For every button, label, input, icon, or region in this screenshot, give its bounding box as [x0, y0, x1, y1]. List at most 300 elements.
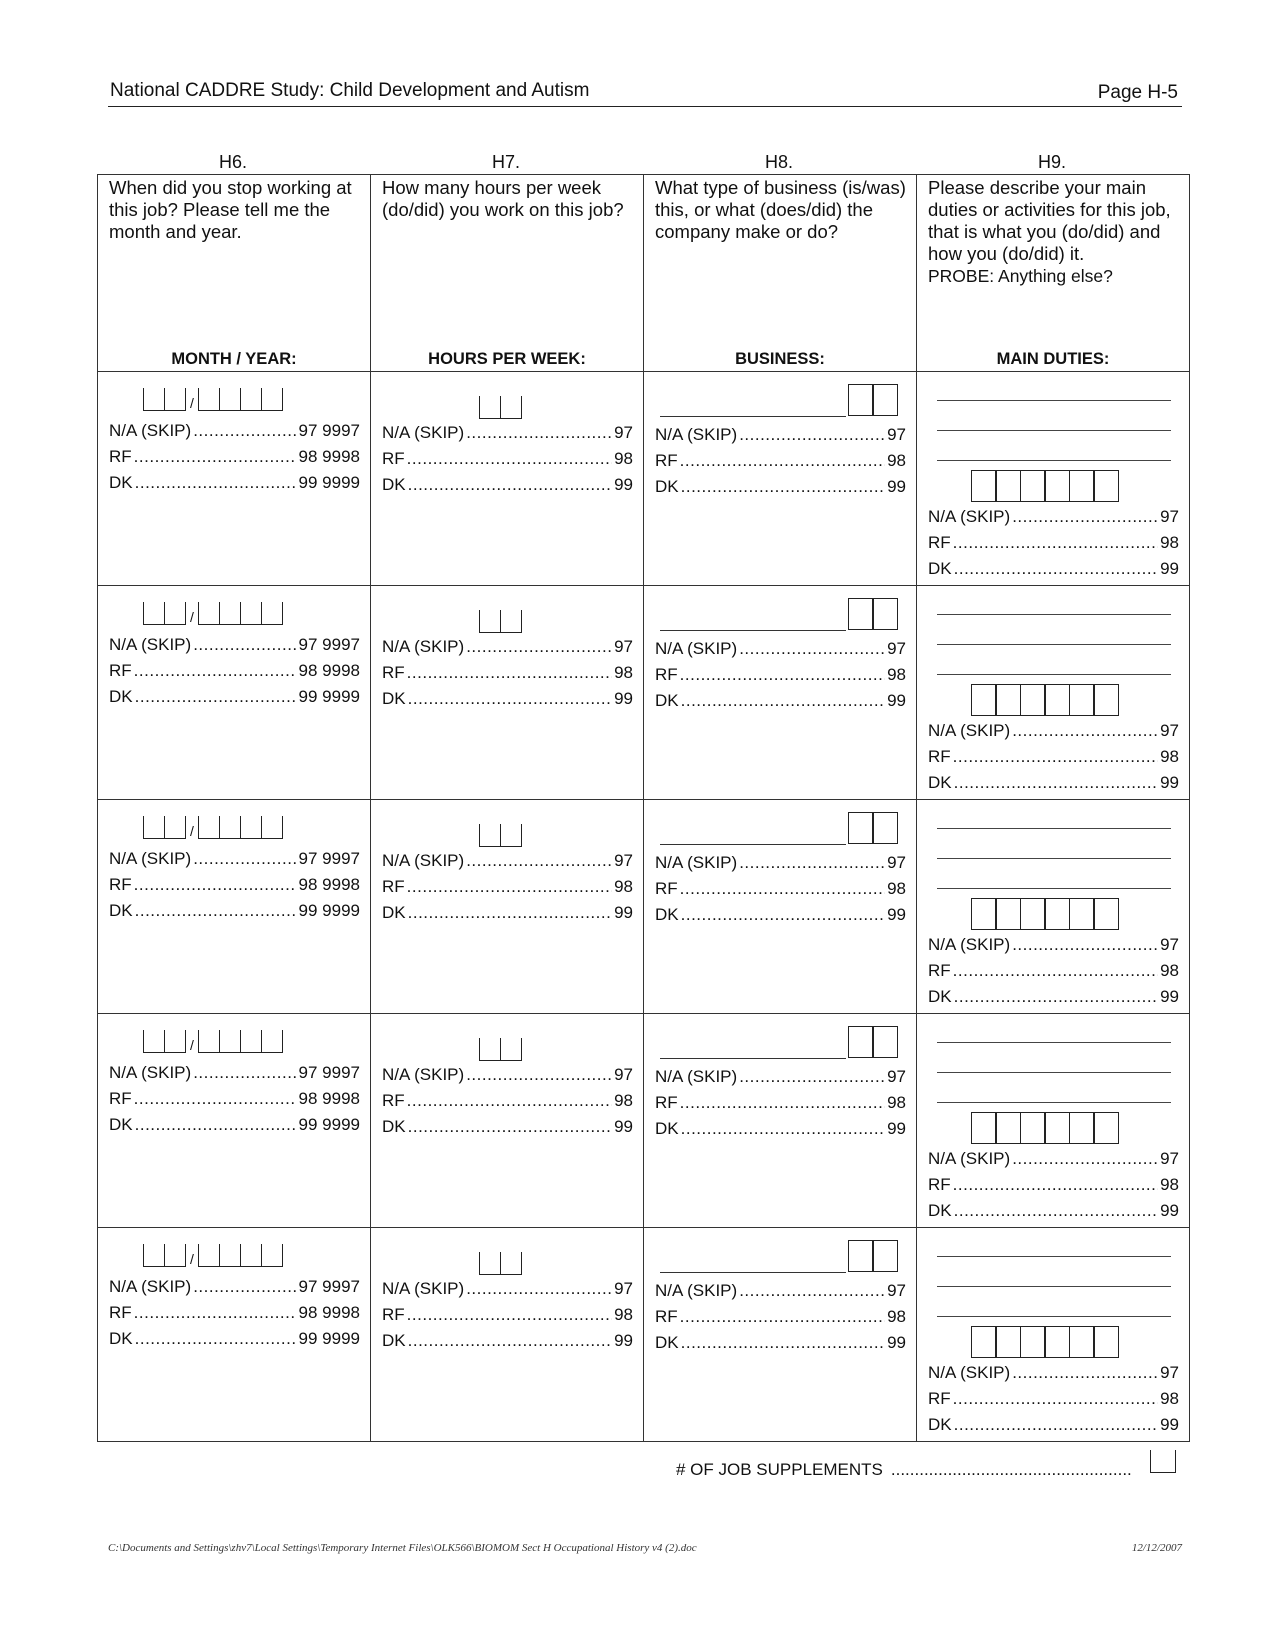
code-row[interactable] [928, 718, 1179, 744]
code-box[interactable] [1044, 1326, 1070, 1358]
code-row[interactable] [655, 422, 906, 448]
code-value: 97 [614, 1279, 633, 1298]
response-codes [382, 1062, 633, 1140]
code-box[interactable] [872, 1026, 898, 1058]
code-row[interactable] [382, 1302, 633, 1328]
dot-leader [739, 636, 885, 662]
month-year-entry [143, 602, 283, 625]
code-label: DK [109, 687, 133, 706]
code-value: 99 9999 [298, 1329, 360, 1348]
date-separator: / [190, 823, 194, 839]
code-row[interactable] [655, 448, 906, 474]
code-box[interactable] [995, 470, 1021, 502]
code-value: 97 [614, 1065, 633, 1084]
duties-write-in-line[interactable] [937, 1042, 1171, 1043]
duties-code-boxes[interactable] [972, 470, 1119, 502]
code-label: N/A (SKIP) [928, 507, 1011, 526]
code-label: N/A (SKIP) [928, 1149, 1011, 1168]
month-entry-box[interactable] [143, 1030, 186, 1053]
duties-code-boxes[interactable] [972, 684, 1119, 716]
code-box[interactable] [1093, 898, 1119, 930]
code-row[interactable] [109, 1326, 360, 1352]
code-row[interactable] [928, 1412, 1179, 1438]
code-label: RF [928, 747, 951, 766]
code-box[interactable] [848, 1240, 874, 1272]
code-label: DK [382, 1117, 406, 1136]
business-write-in-line[interactable] [660, 816, 846, 845]
dot-leader [954, 984, 1158, 1010]
code-row[interactable] [109, 1060, 360, 1086]
code-row[interactable] [655, 1278, 906, 1304]
code-row[interactable] [928, 744, 1179, 770]
column-label-business: BUSINESS: [735, 350, 825, 368]
code-row[interactable] [655, 688, 906, 714]
month-year-entry [143, 816, 283, 839]
dot-leader [1012, 932, 1158, 958]
digit-slot[interactable] [261, 602, 283, 625]
dot-leader [135, 470, 297, 496]
dot-leader [193, 418, 296, 444]
response-codes [928, 1146, 1179, 1224]
code-box[interactable] [1020, 684, 1046, 716]
hours-entry-box[interactable] [479, 1252, 522, 1275]
document-title: National CADDRE Study: Child Development and Autism [110, 80, 590, 101]
code-label: RF [109, 1089, 132, 1108]
code-row[interactable] [928, 1172, 1179, 1198]
code-row[interactable] [109, 658, 360, 684]
code-box[interactable] [848, 598, 874, 630]
code-value: 99 9999 [298, 473, 360, 492]
code-row[interactable] [382, 1114, 633, 1140]
code-label: N/A (SKIP) [382, 423, 465, 442]
code-box[interactable] [1020, 898, 1046, 930]
question-h8 [644, 175, 917, 372]
code-box[interactable] [995, 898, 1021, 930]
digit-slot[interactable] [198, 816, 219, 839]
code-row[interactable] [655, 902, 906, 928]
business-code-boxes[interactable] [849, 598, 898, 630]
dot-leader [680, 1090, 885, 1116]
code-row[interactable] [109, 1086, 360, 1112]
digit-slot[interactable] [143, 388, 164, 411]
code-row[interactable] [382, 634, 633, 660]
code-row[interactable] [382, 472, 633, 498]
code-box[interactable] [1069, 470, 1095, 502]
code-label: DK [655, 691, 679, 710]
job-row [98, 1228, 1190, 1442]
code-row[interactable] [928, 770, 1179, 796]
digit-slot[interactable] [500, 1252, 522, 1275]
digit-slot[interactable] [143, 1244, 164, 1267]
code-row[interactable] [382, 874, 633, 900]
code-value: 99 [614, 475, 633, 494]
code-row[interactable] [928, 1146, 1179, 1172]
year-entry-box[interactable] [198, 816, 283, 839]
dot-leader [1012, 718, 1158, 744]
month-entry-box[interactable] [143, 1244, 186, 1267]
year-entry-box[interactable] [198, 388, 283, 411]
digit-slot[interactable] [198, 1244, 219, 1267]
hours-entry-box[interactable] [479, 610, 522, 633]
digit-slot[interactable] [479, 1038, 500, 1061]
digit-slot[interactable] [261, 816, 283, 839]
dot-leader [680, 662, 885, 688]
digit-slot[interactable] [240, 816, 261, 839]
dot-leader [408, 1114, 612, 1140]
hours-entry [479, 1252, 522, 1275]
dot-leader [407, 874, 612, 900]
duties-write-in-line[interactable] [937, 1256, 1171, 1257]
code-value: 97 9997 [298, 635, 360, 654]
code-box[interactable] [1020, 1112, 1046, 1144]
duties-write-in-line[interactable] [937, 400, 1171, 401]
month-entry-box[interactable] [143, 602, 186, 625]
code-label: RF [109, 661, 132, 680]
code-row[interactable] [109, 418, 360, 444]
date-separator: / [190, 1037, 194, 1053]
cell-hours-per-week [371, 586, 644, 800]
code-row[interactable] [928, 1360, 1179, 1386]
code-box[interactable] [971, 470, 997, 502]
dot-leader [135, 684, 297, 710]
code-label: DK [655, 1119, 679, 1138]
code-label: N/A (SKIP) [928, 721, 1011, 740]
response-codes [109, 632, 360, 710]
dot-leader [134, 1300, 297, 1326]
code-row[interactable] [928, 530, 1179, 556]
duties-write-in-line[interactable] [937, 614, 1171, 615]
response-codes [928, 1360, 1179, 1438]
job-supplements-entry-box[interactable] [1150, 1450, 1176, 1473]
code-value: 97 [887, 1281, 906, 1300]
business-code-boxes[interactable] [849, 812, 898, 844]
digit-slot[interactable] [198, 602, 219, 625]
cell-hours-per-week [371, 372, 644, 586]
code-box[interactable] [872, 598, 898, 630]
code-row[interactable] [655, 1090, 906, 1116]
digit-slot[interactable] [500, 610, 522, 633]
digit-slot[interactable] [261, 388, 283, 411]
dot-leader [466, 634, 612, 660]
digit-slot[interactable] [164, 602, 186, 625]
duties-code-boxes[interactable] [972, 898, 1119, 930]
code-value: 97 [887, 639, 906, 658]
hours-entry-box[interactable] [479, 824, 522, 847]
digit-slot[interactable] [219, 388, 240, 411]
digit-slot[interactable] [143, 1030, 164, 1053]
code-value: 98 9998 [298, 875, 360, 894]
code-box[interactable] [971, 1112, 997, 1144]
digit-slot[interactable] [164, 816, 186, 839]
code-row[interactable] [109, 1274, 360, 1300]
code-row[interactable] [928, 984, 1179, 1010]
duties-write-in-line[interactable] [937, 1072, 1171, 1073]
dot-leader [408, 686, 612, 712]
code-row[interactable] [382, 1062, 633, 1088]
digit-slot[interactable] [500, 1038, 522, 1061]
year-entry-box[interactable] [198, 1030, 283, 1053]
dot-leader [466, 1276, 612, 1302]
month-year-entry [143, 1244, 283, 1267]
code-label: N/A (SKIP) [109, 849, 192, 868]
business-write-in-line[interactable] [660, 602, 846, 631]
dot-leader [134, 872, 297, 898]
code-value: 97 [1160, 935, 1179, 954]
month-entry-box[interactable] [143, 388, 186, 411]
dot-leader [1012, 1360, 1158, 1386]
code-box[interactable] [1020, 1326, 1046, 1358]
business-code-boxes[interactable] [849, 384, 898, 416]
code-row[interactable] [655, 876, 906, 902]
code-box[interactable] [872, 1240, 898, 1272]
duties-write-in-line[interactable] [937, 460, 1171, 461]
code-box[interactable] [1093, 1112, 1119, 1144]
code-label: RF [382, 663, 405, 682]
digit-slot[interactable] [219, 1244, 240, 1267]
duties-write-in-line[interactable] [937, 674, 1171, 675]
code-label: DK [109, 473, 133, 492]
digit-slot[interactable] [198, 388, 219, 411]
job-supplements-line [676, 1460, 1131, 1480]
code-box[interactable] [848, 384, 874, 416]
dot-leader [680, 1304, 885, 1330]
date-separator: / [190, 609, 194, 625]
code-label: DK [382, 689, 406, 708]
code-value: 99 [614, 1117, 633, 1136]
hours-entry-box[interactable] [479, 396, 522, 419]
duties-write-in-line[interactable] [937, 858, 1171, 859]
business-write-in-line[interactable] [660, 1030, 846, 1059]
response-codes [655, 636, 906, 714]
code-label: DK [928, 987, 952, 1006]
response-codes [655, 1064, 906, 1142]
code-row[interactable] [655, 1304, 906, 1330]
digit-slot[interactable] [219, 816, 240, 839]
digit-slot[interactable] [219, 1030, 240, 1053]
year-entry-box[interactable] [198, 602, 283, 625]
code-row[interactable] [655, 636, 906, 662]
digit-slot[interactable] [143, 816, 164, 839]
digit-slot[interactable] [500, 824, 522, 847]
dot-leader [135, 1112, 297, 1138]
code-label: DK [382, 475, 406, 494]
code-box[interactable] [848, 1026, 874, 1058]
digit-slot[interactable] [240, 388, 261, 411]
code-label: RF [382, 449, 405, 468]
job-row [98, 1014, 1190, 1228]
code-row[interactable] [382, 900, 633, 926]
digit-slot[interactable] [143, 602, 164, 625]
code-row[interactable] [928, 504, 1179, 530]
business-write-in-line[interactable] [660, 1244, 846, 1273]
duties-write-in-line[interactable] [937, 1316, 1171, 1317]
code-label: N/A (SKIP) [382, 1065, 465, 1084]
code-row[interactable] [928, 1198, 1179, 1224]
code-value: 99 [887, 905, 906, 924]
digit-slot[interactable] [164, 1244, 186, 1267]
dot-leader [193, 632, 296, 658]
code-value: 97 9997 [298, 1277, 360, 1296]
code-value: 98 [1160, 961, 1179, 980]
code-row[interactable] [655, 1330, 906, 1356]
month-year-entry [143, 1030, 283, 1053]
dot-leader [953, 744, 1158, 770]
duties-write-in-line[interactable] [937, 644, 1171, 645]
code-row[interactable] [655, 1064, 906, 1090]
dot-leader [193, 846, 296, 872]
duties-write-in-line[interactable] [937, 828, 1171, 829]
code-value: 97 [1160, 721, 1179, 740]
dot-leader [408, 1328, 612, 1354]
code-value: 97 9997 [298, 1063, 360, 1082]
dot-leader [891, 1460, 1131, 1480]
code-label: DK [382, 1331, 406, 1350]
code-row[interactable] [382, 446, 633, 472]
code-box[interactable] [995, 1326, 1021, 1358]
code-row[interactable] [655, 1116, 906, 1142]
code-value: 98 9998 [298, 1303, 360, 1322]
code-value: 98 [887, 879, 906, 898]
code-box[interactable] [971, 898, 997, 930]
code-box[interactable] [1069, 898, 1095, 930]
digit-slot[interactable] [261, 1030, 283, 1053]
code-box[interactable] [971, 1326, 997, 1358]
duties-write-in-line[interactable] [937, 430, 1171, 431]
business-write-in-line[interactable] [660, 388, 846, 417]
footer-date: 12/12/2007 [1131, 1542, 1182, 1554]
dot-leader [466, 420, 612, 446]
month-entry-box[interactable] [143, 816, 186, 839]
code-row[interactable] [109, 632, 360, 658]
code-row[interactable] [109, 898, 360, 924]
digit-slot[interactable] [198, 1030, 219, 1053]
digit-slot[interactable] [479, 1252, 500, 1275]
code-row[interactable] [109, 684, 360, 710]
duties-code-boxes[interactable] [972, 1326, 1119, 1358]
column-label-month-year: MONTH / YEAR: [171, 350, 297, 368]
dot-leader [680, 876, 885, 902]
code-row[interactable] [928, 556, 1179, 582]
question-number-h7: H7. [491, 152, 520, 172]
code-box[interactable] [1069, 684, 1095, 716]
duties-write-in-line[interactable] [937, 888, 1171, 889]
cell-month-year [98, 800, 371, 1014]
digit-slot[interactable] [164, 388, 186, 411]
response-codes [655, 850, 906, 928]
code-box[interactable] [1093, 1326, 1119, 1358]
code-row[interactable] [928, 1386, 1179, 1412]
cell-month-year [98, 1014, 371, 1228]
digit-slot[interactable] [240, 1030, 261, 1053]
code-row[interactable] [382, 686, 633, 712]
code-label: DK [655, 477, 679, 496]
digit-slot[interactable] [219, 602, 240, 625]
code-box[interactable] [1044, 470, 1070, 502]
job-row [98, 586, 1190, 800]
code-box[interactable] [1020, 470, 1046, 502]
code-row[interactable] [382, 1088, 633, 1114]
code-box[interactable] [872, 384, 898, 416]
code-row[interactable] [109, 444, 360, 470]
code-label: RF [109, 875, 132, 894]
code-box[interactable] [872, 812, 898, 844]
code-value: 99 [887, 691, 906, 710]
code-row[interactable] [655, 474, 906, 500]
code-box[interactable] [1044, 898, 1070, 930]
digit-slot[interactable] [500, 396, 522, 419]
code-row[interactable] [382, 1276, 633, 1302]
code-row[interactable] [382, 848, 633, 874]
code-box[interactable] [995, 1112, 1021, 1144]
code-label: RF [655, 665, 678, 684]
duties-write-in-line[interactable] [937, 1102, 1171, 1103]
dot-leader [954, 1412, 1158, 1438]
dot-leader [953, 1172, 1158, 1198]
code-row[interactable] [109, 872, 360, 898]
digit-slot[interactable] [240, 1244, 261, 1267]
code-row[interactable] [109, 1300, 360, 1326]
date-separator: / [190, 1251, 194, 1267]
digit-slot[interactable] [261, 1244, 283, 1267]
code-box[interactable] [1044, 684, 1070, 716]
code-box[interactable] [1069, 1112, 1095, 1144]
business-code-boxes[interactable] [849, 1026, 898, 1058]
code-value: 98 [614, 663, 633, 682]
code-value: 98 [614, 1091, 633, 1110]
cell-hours-per-week [371, 1228, 644, 1442]
code-row[interactable] [382, 1328, 633, 1354]
code-value: 99 [1160, 773, 1179, 792]
business-code-boxes[interactable] [849, 1240, 898, 1272]
code-row[interactable] [109, 846, 360, 872]
code-box[interactable] [1044, 1112, 1070, 1144]
code-row[interactable] [928, 958, 1179, 984]
code-value: 97 [614, 851, 633, 870]
code-row[interactable] [655, 850, 906, 876]
probe-text: PROBE: Anything else? [928, 266, 1113, 286]
digit-slot[interactable] [479, 824, 500, 847]
digit-slot[interactable] [164, 1030, 186, 1053]
code-row[interactable] [109, 470, 360, 496]
code-box[interactable] [971, 684, 997, 716]
code-box[interactable] [1093, 470, 1119, 502]
code-row[interactable] [928, 932, 1179, 958]
code-value: 98 [887, 1093, 906, 1112]
code-value: 99 [1160, 1415, 1179, 1434]
digit-slot[interactable] [479, 396, 500, 419]
digit-slot[interactable] [240, 602, 261, 625]
hours-entry [479, 1038, 522, 1061]
duties-write-in-line[interactable] [937, 1286, 1171, 1287]
code-box[interactable] [1069, 1326, 1095, 1358]
code-row[interactable] [655, 662, 906, 688]
code-label: RF [928, 533, 951, 552]
hours-entry-box[interactable] [479, 1038, 522, 1061]
code-label: N/A (SKIP) [655, 639, 738, 658]
digit-slot[interactable] [479, 610, 500, 633]
code-box[interactable] [848, 812, 874, 844]
code-box[interactable] [995, 684, 1021, 716]
code-row[interactable] [382, 420, 633, 446]
code-box[interactable] [1093, 684, 1119, 716]
year-entry-box[interactable] [198, 1244, 283, 1267]
cell-month-year [98, 372, 371, 586]
duties-code-boxes[interactable] [972, 1112, 1119, 1144]
cell-business [644, 586, 917, 800]
code-row[interactable] [109, 1112, 360, 1138]
code-label: RF [655, 879, 678, 898]
code-row[interactable] [382, 660, 633, 686]
